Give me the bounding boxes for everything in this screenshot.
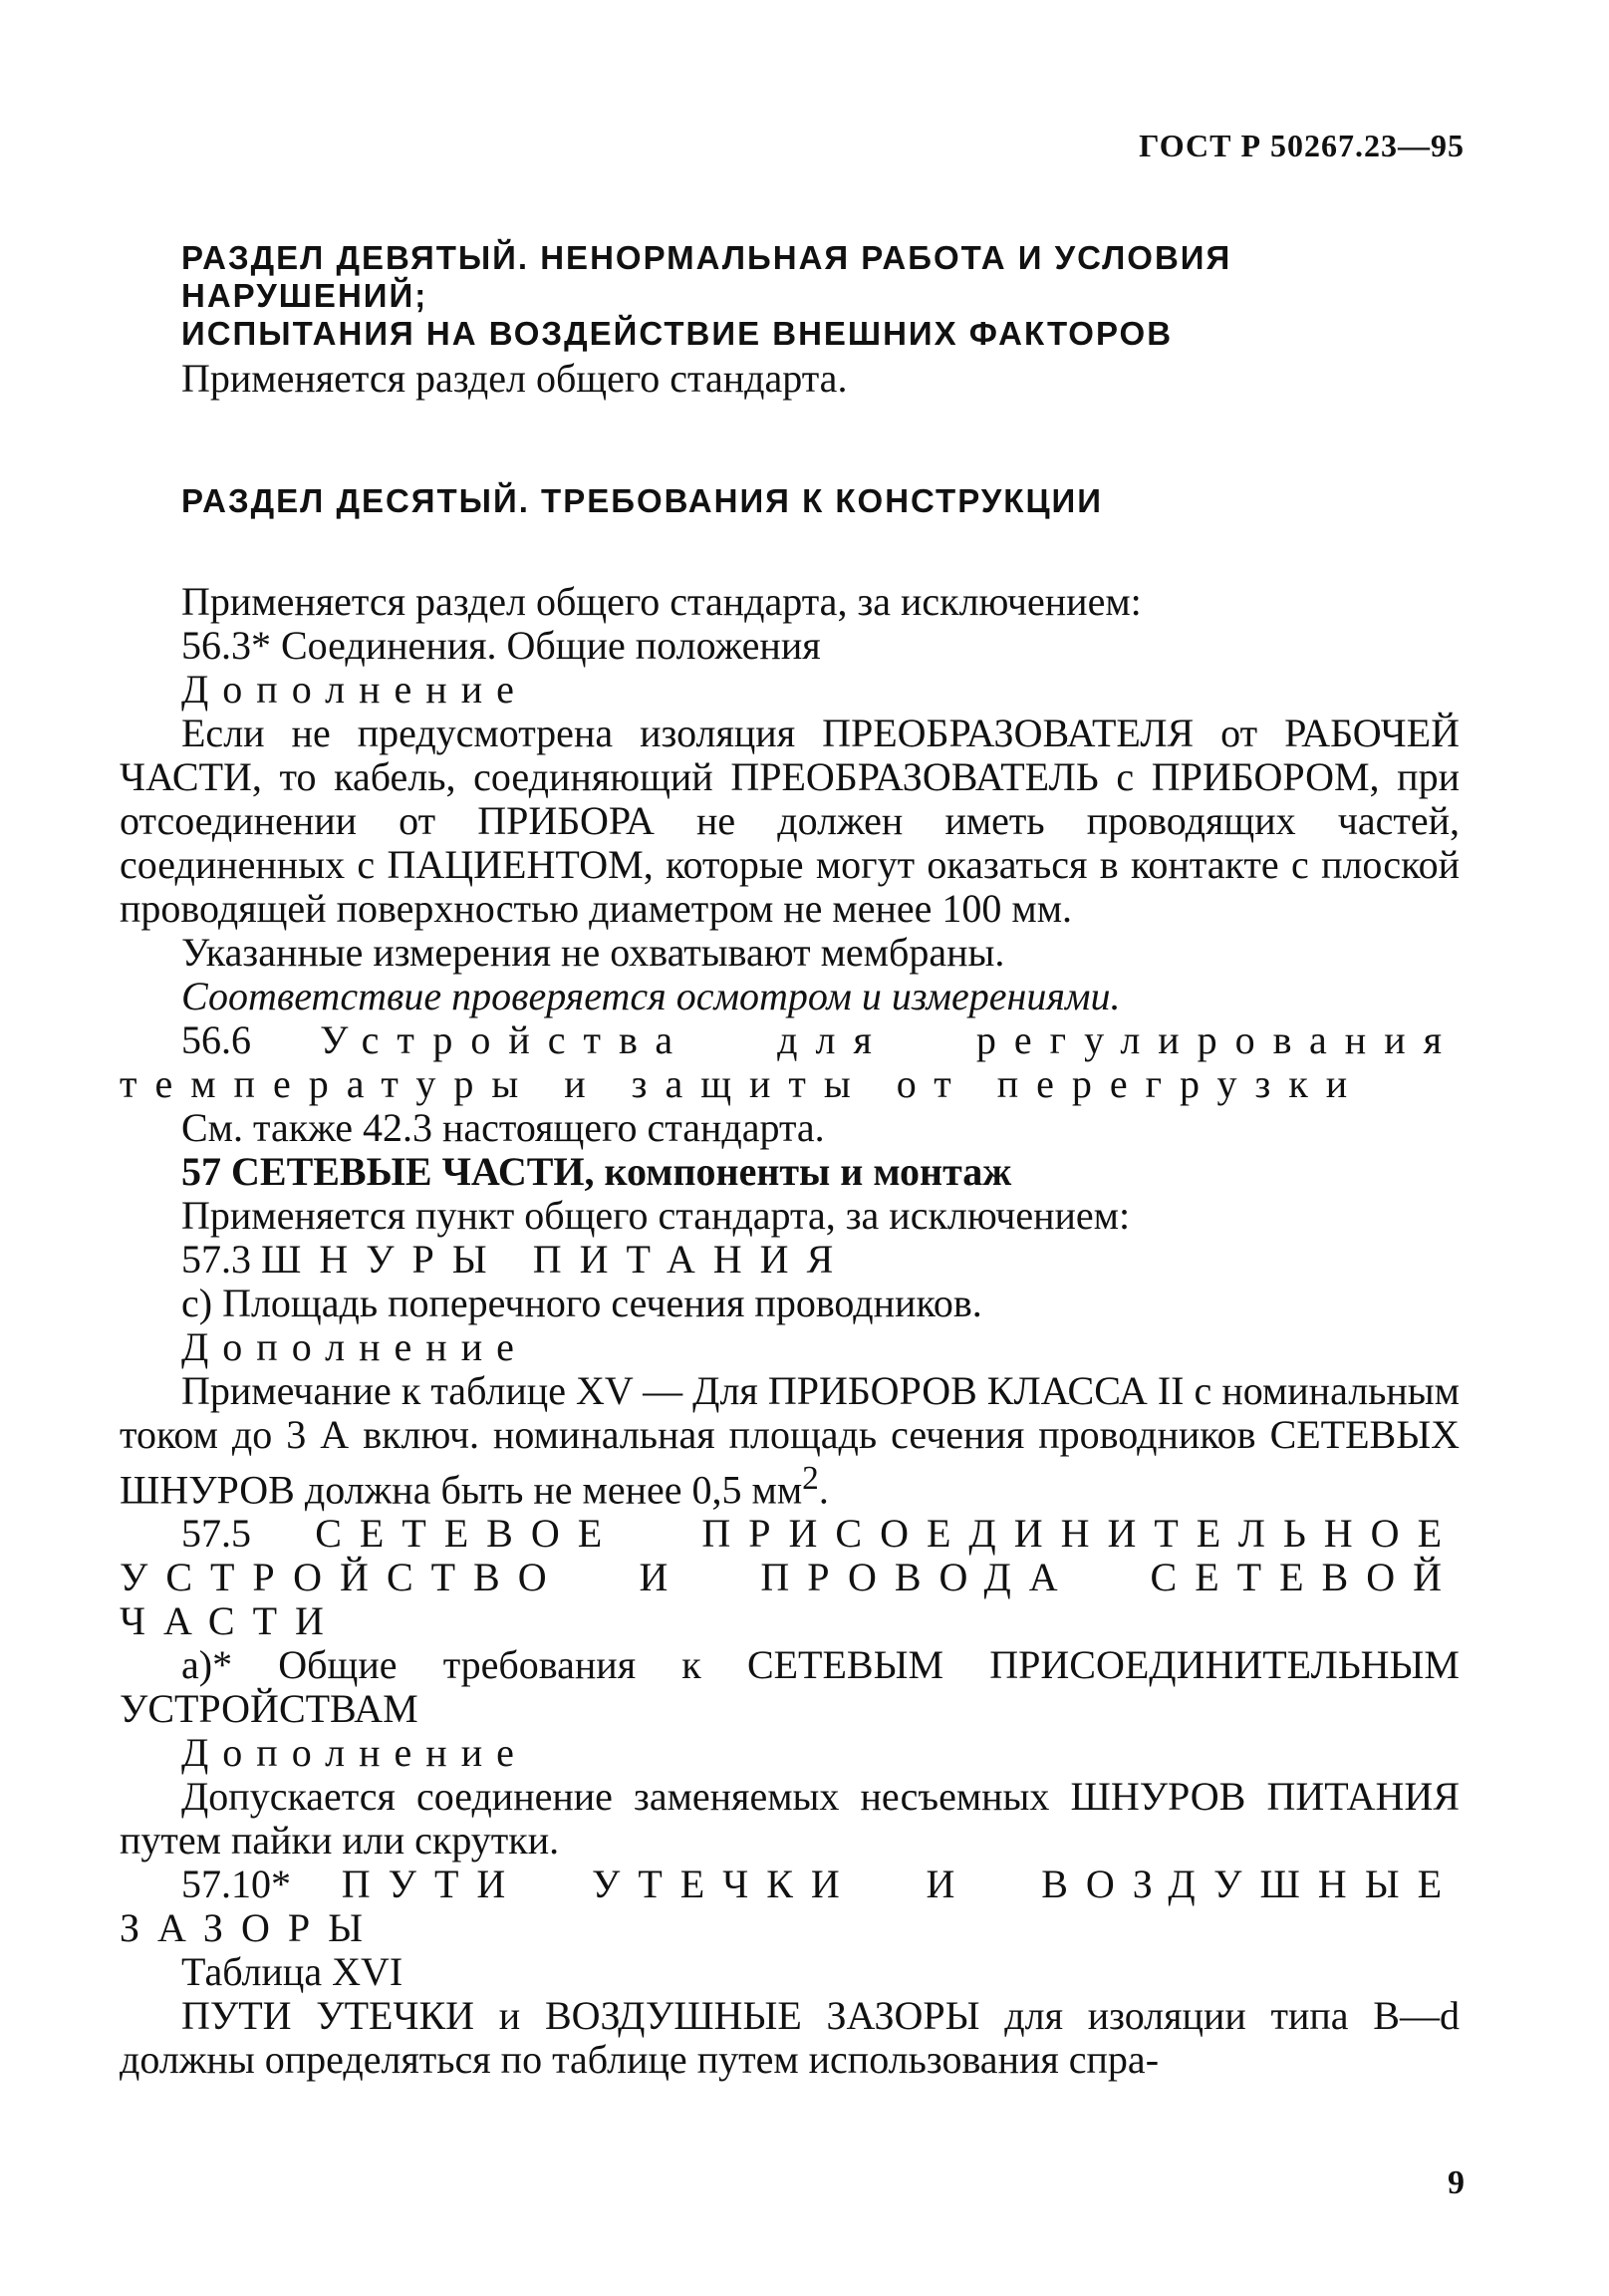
section-nine-heading	[181, 239, 1476, 353]
paragraph-membranes: Указанные измерения не охватывают мембраны.	[181, 930, 1005, 975]
superscript-2: 2	[802, 1460, 819, 1497]
paragraph-compliance: Соответствие проверяется осмотром и измерениями.	[181, 974, 1121, 1018]
paragraph-exceptions: Применяется раздел общего стандарта, за исключением:	[181, 579, 1142, 624]
standard-header: ГОСТ Р 50267.23—95	[1139, 128, 1465, 163]
page-number: 9	[1448, 2164, 1465, 2201]
clause-57-5-number: 57.5	[181, 1511, 251, 1557]
table-xv-note-text: Примечание к таблице XV — Для ПРИБОРОВ КЛАССА II с номинальным током до 3 А включ. номинальная площадь сечения проводников СЕТЕВЫХ ШНУРОВ должна быть не менее 0,5 мм	[120, 1368, 1460, 1513]
table-xv-note	[120, 1369, 1460, 1512]
clause-57-3-title: ШНУРЫ ПИТАНИЯ	[261, 1237, 852, 1282]
item-a-general-requirements: а)* Общие требования к СЕТЕВЫМ ПРИСОЕДИНИТЕЛЬНЫМ УСТРОЙСТВАМ	[120, 1642, 1460, 1732]
clause-56-3: 56.3* Соединения. Общие положения	[181, 623, 821, 668]
paragraph-soldering: Допускается соединение заменяемых несъемных ШНУРОВ ПИТАНИЯ путем пайки или скрутки.	[120, 1774, 1460, 1864]
supplement-label: Дополнение	[181, 1324, 528, 1369]
clause-56-6	[120, 1018, 1460, 1106]
clause-57-10-title: ПУТИ УТЕЧКИ И ВОЗДУШНЫЕ ЗАЗОРЫ	[120, 1862, 1461, 1951]
clause-57-10-number: 57.10*	[181, 1862, 291, 1907]
section-nine-text: Применяется раздел общего стандарта.	[181, 356, 848, 401]
table-xvi-label: Таблица XVI	[181, 1949, 403, 1995]
paragraph-creepage: ПУТИ УТЕЧКИ и ВОЗДУШНЫЕ ЗАЗОРЫ для изоляции типа B—d должны определяться по таблице путем использования спра-	[120, 1993, 1460, 2083]
clause-57-3	[120, 1238, 1460, 1282]
section-ten-heading: РАЗДЕЛ ДЕСЯТЫЙ. ТРЕБОВАНИЯ К КОНСТРУКЦИИ	[181, 482, 1103, 519]
item-c-cross-section: с) Площадь поперечного сечения проводников.	[181, 1281, 982, 1325]
clause-57-5	[120, 1512, 1460, 1643]
paragraph-see-also: См. также 42.3 настоящего стандарта.	[181, 1105, 825, 1150]
section-nine-heading-line1: РАЗДЕЛ ДЕВЯТЫЙ. НЕНОРМАЛЬНАЯ РАБОТА И УСЛОВИЯ НАРУШЕНИЙ;	[181, 239, 1232, 314]
clause-57-5-title: СЕТЕВОЕ ПРИСОЕДИНИТЕЛЬНОЕ УСТРОЙСТВО И ПРОВОДА СЕТЕВОЙ ЧАСТИ	[120, 1511, 1460, 1644]
clause-57-3-number: 57.3	[181, 1237, 251, 1282]
supplement-label: Дополнение	[181, 1730, 528, 1776]
clause-56-6-title: Устройства для регулирования температуры и защиты от перегрузки	[120, 1017, 1461, 1106]
clause-57-10	[120, 1863, 1460, 1950]
paragraph-clause-exceptions: Применяется пункт общего стандарта, за исключением:	[181, 1193, 1131, 1238]
supplement-label: Дополнение	[181, 667, 528, 712]
section-nine-heading-line2: ИСПЫТАНИЯ НА ВОЗДЕЙСТВИЕ ВНЕШНИХ ФАКТОРОВ	[181, 315, 1174, 352]
table-xv-note-end: .	[818, 1467, 829, 1513]
section-ten-body	[120, 580, 1460, 2082]
clause-57: 57 СЕТЕВЫЕ ЧАСТИ, компоненты и монтаж	[181, 1149, 1012, 1194]
paragraph-transducer-cable: Если не предусмотрена изоляция ПРЕОБРАЗОВАТЕЛЯ от РАБОЧЕЙ ЧАСТИ, то кабель, соединяющий ПРЕОБРАЗОВАТЕЛЬ с ПРИБОРОМ, при отсоединении от ПРИБОРА не должен иметь проводящих частей, соединенных с ПАЦИЕНТОМ, которые могут оказаться в контакте с плоской проводящей поверхностью диаметром не менее 100 мм.	[120, 711, 1460, 931]
clause-56-6-number: 56.6	[181, 1017, 251, 1062]
